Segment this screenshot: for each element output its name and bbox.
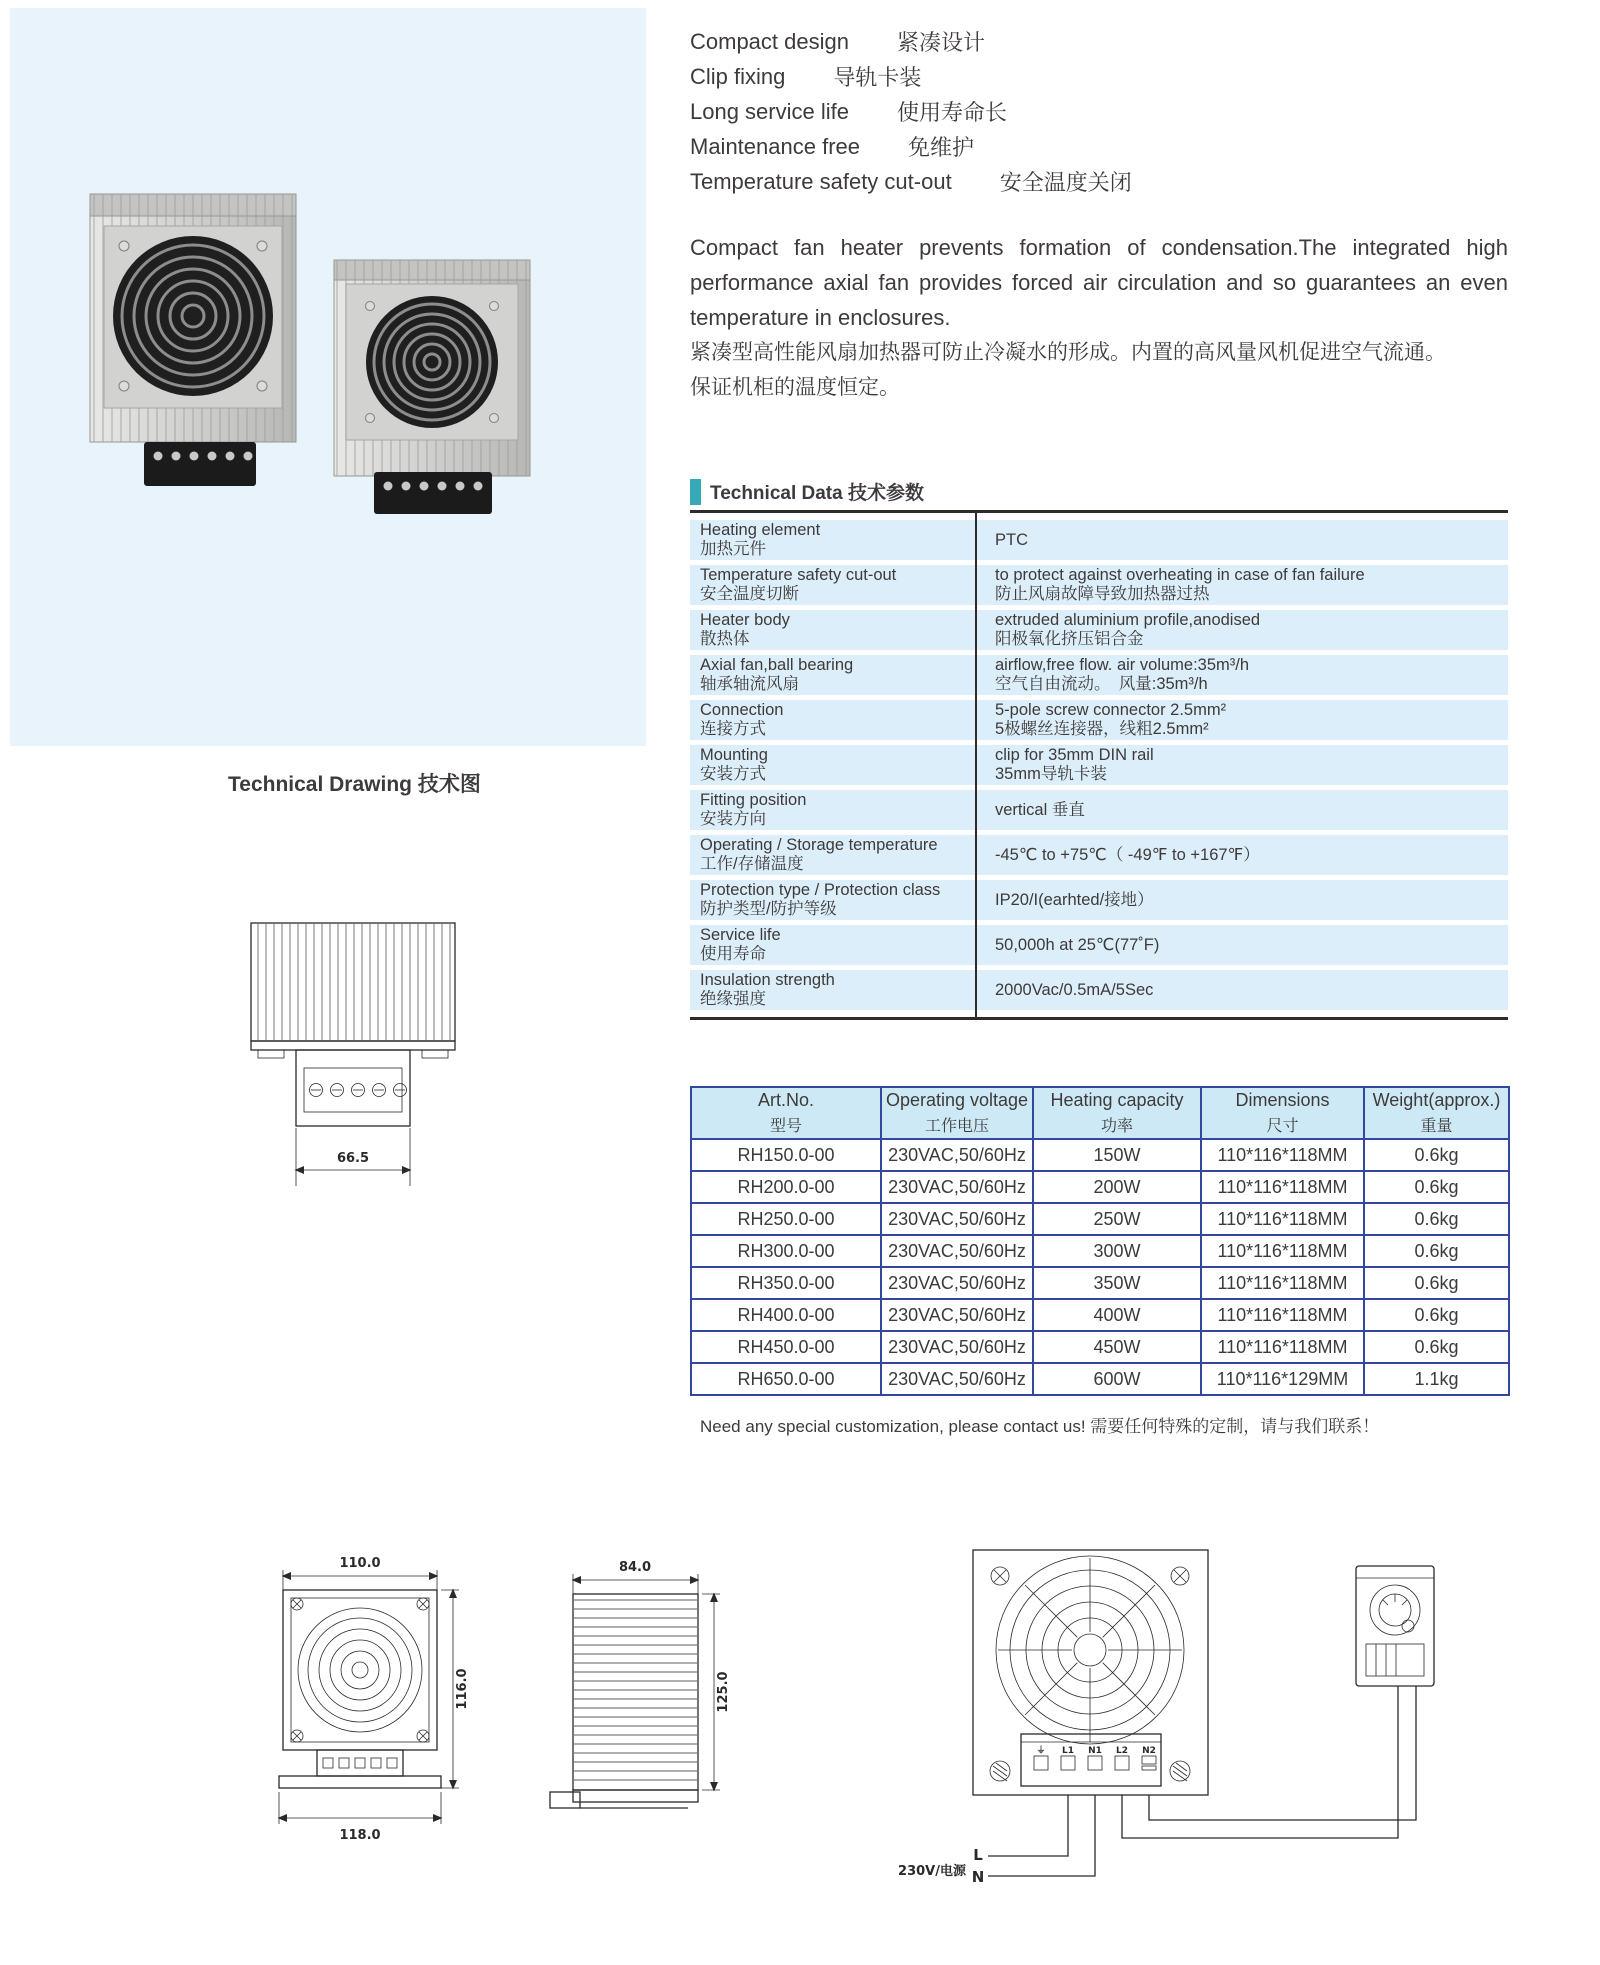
tech-row-temp-safety-cutout: Temperature safety cut-out 安全温度切断 to protect against overheating in case of fan failure 防止风扇故障导致加热器过热 bbox=[690, 565, 1508, 605]
feature-compact-design: Compact design 紧凑设计 bbox=[690, 28, 985, 55]
tech-row-fitting-position: Fitting position 安装方向 vertical 垂直 bbox=[690, 790, 1508, 830]
header-operating-voltage: Operating voltage 工作电压 bbox=[881, 1087, 1033, 1139]
tech-row-service-life: Service life 使用寿命 50,000h at 25℃(77˚F) bbox=[690, 925, 1508, 965]
tech-row-axial-fan: Axial fan,ball bearing 轴承轴流风扇 airflow,free flow. air volume:35m³/h 空气自由流动。 风量:35m³/h bbox=[690, 655, 1508, 695]
terminal-label-l2: L2 bbox=[1116, 1746, 1128, 1756]
tech-row-mounting: Mounting 安装方式 clip for 35mm DIN rail 35mm导轨卡装 bbox=[690, 745, 1508, 785]
section-accent-block bbox=[690, 479, 701, 505]
header-art-no: Art.No. 型号 bbox=[691, 1087, 881, 1139]
terminal-label-l1: L1 bbox=[1062, 1746, 1074, 1756]
customization-note: Need any special customization, please contact us! 需要任何特殊的定制，请与我们联系！ bbox=[700, 1417, 1380, 1436]
power-label: 230V/电源 bbox=[898, 1864, 966, 1879]
neutral-label: N bbox=[971, 1868, 985, 1886]
table-row: RH300.0-00 230VAC,50/60Hz 300W 110*116*118MM 0.6kg bbox=[691, 1235, 1509, 1267]
heater-rear-view bbox=[973, 1550, 1208, 1795]
technical-data-header bbox=[690, 478, 1508, 510]
dim-116: 116.0 bbox=[455, 1668, 470, 1710]
tech-row-protection: Protection type / Protection class 防护类型/防护等级 IP20/I(earhted/接地） bbox=[690, 880, 1508, 920]
description-chinese-1: 紧凑型高性能风扇加热器可防止冷凝水的形成。内置的高风量风机促进空气流通。 bbox=[690, 341, 1446, 364]
front-view-drawing bbox=[255, 1556, 470, 1851]
technical-data-title: Technical Data 技术参数 bbox=[710, 483, 924, 504]
terminal-label-earth: ⏚ bbox=[1036, 1746, 1046, 1756]
product-photo-panel bbox=[10, 8, 646, 746]
feature-clip-fixing: Clip fixing 导轨卡装 bbox=[690, 63, 922, 90]
technical-drawing-label: Technical Drawing 技术图 bbox=[228, 773, 481, 796]
dim-66-5: 66.5 bbox=[336, 1151, 370, 1166]
tech-row-operating-temp: Operating / Storage temperature 工作/存储温度 -45℃ to +75℃（ -49℉ to +167℉） bbox=[690, 835, 1508, 875]
table-row: RH150.0-00 230VAC,50/60Hz 150W 110*116*118MM 0.6kg bbox=[691, 1139, 1509, 1171]
table-row: RH250.0-00 230VAC,50/60Hz 250W 110*116*118MM 0.6kg bbox=[691, 1203, 1509, 1235]
product-description bbox=[690, 230, 1508, 405]
table-row: RH350.0-00 230VAC,50/60Hz 350W 110*116*118MM 0.6kg bbox=[691, 1267, 1509, 1299]
fan-heater-product-photo bbox=[72, 168, 592, 523]
line-label: L bbox=[973, 1846, 983, 1864]
description-chinese-2: 保证机柜的温度恒定。 bbox=[690, 376, 900, 399]
description-english: Compact fan heater prevents formation of condensation.The integrated high performance axial fan provides forced air circulation and so guarantees an even temperature in enclosures. bbox=[690, 235, 1508, 330]
fan-heater-large bbox=[90, 194, 296, 486]
features-list bbox=[690, 24, 1132, 199]
tech-row-insulation: Insulation strength 绝缘强度 2000Vac/0.5mA/5Sec bbox=[690, 970, 1508, 1010]
terminal-label-n2: N2 bbox=[1142, 1746, 1156, 1756]
fin-side-view-drawing bbox=[538, 1560, 733, 1840]
table-row: RH650.0-00 230VAC,50/60Hz 600W 110*116*129MM 1.1kg bbox=[691, 1363, 1509, 1395]
side-view-drawing bbox=[238, 918, 468, 1218]
tech-row-connection: Connection 连接方式 5-pole screw connector 2.5mm² 5极螺丝连接器，线粗2.5mm² bbox=[690, 700, 1508, 740]
feature-long-service-life: Long service life 使用寿命长 bbox=[690, 98, 1007, 125]
table-row: RH400.0-00 230VAC,50/60Hz 400W 110*116*118MM 0.6kg bbox=[691, 1299, 1509, 1331]
models-table-header-row bbox=[691, 1087, 1509, 1139]
wiring-lines bbox=[988, 1686, 1416, 1876]
table-row: RH200.0-00 230VAC,50/60Hz 200W 110*116*118MM 0.6kg bbox=[691, 1171, 1509, 1203]
tech-row-heating-element: Heating element 加热元件 PTC bbox=[690, 520, 1508, 560]
feature-temp-safety-cutout: Temperature safety cut-out 安全温度关闭 bbox=[690, 168, 1132, 195]
tech-row-heater-body: Heater body 散热体 extruded aluminium profile,anodised 阳极氧化挤压铝合金 bbox=[690, 610, 1508, 650]
wiring-diagram bbox=[878, 1538, 1523, 1918]
table-row: RH450.0-00 230VAC,50/60Hz 450W 110*116*118MM 0.6kg bbox=[691, 1331, 1509, 1363]
dim-84: 84.0 bbox=[618, 1560, 652, 1575]
fan-heater-small bbox=[334, 260, 530, 514]
dim-125: 125.0 bbox=[716, 1671, 731, 1713]
header-heating-capacity: Heating capacity 功率 bbox=[1033, 1087, 1201, 1139]
header-dimensions: Dimensions 尺寸 bbox=[1201, 1087, 1364, 1139]
technical-data-table bbox=[690, 510, 1508, 1020]
connector-screws bbox=[310, 1084, 407, 1097]
thermostat bbox=[1356, 1566, 1434, 1686]
terminal-label-n1: N1 bbox=[1088, 1746, 1102, 1756]
models-table bbox=[690, 1086, 1510, 1396]
dim-110: 110.0 bbox=[339, 1556, 381, 1571]
feature-maintenance-free: Maintenance free 免维护 bbox=[690, 133, 975, 160]
technical-data-section bbox=[690, 478, 1508, 1020]
dim-118: 118.0 bbox=[339, 1828, 381, 1843]
header-weight: Weight(approx.) 重量 bbox=[1364, 1087, 1509, 1139]
table-column-divider bbox=[975, 513, 977, 1017]
